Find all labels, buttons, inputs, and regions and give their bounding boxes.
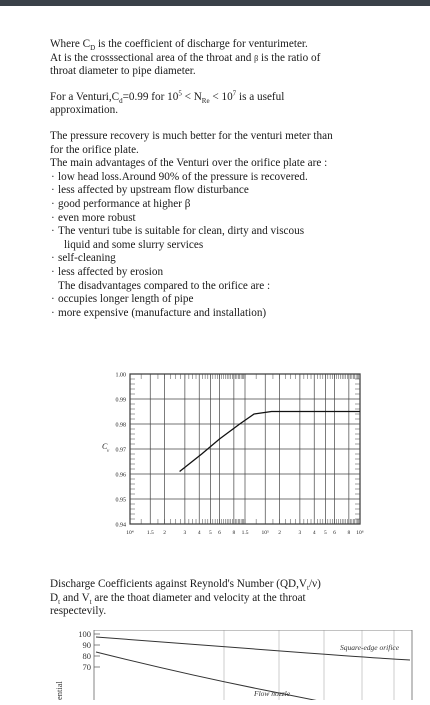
y-axis-label: C — [102, 442, 108, 451]
intro-line-2: At is the crosssectional area of the throat and β is the ratio of — [50, 51, 321, 64]
x-tick-label: 2 — [163, 530, 166, 536]
discharge-coefficient-chart — [90, 364, 380, 554]
recovery-line-1: The pressure recovery is much better for the venturi meter than — [50, 129, 333, 142]
x-tick-label: 3 — [183, 530, 187, 536]
list-item: · less affected by upstream flow disturbance — [51, 184, 249, 197]
list-item: · occupies longer length of pipe — [51, 293, 194, 306]
y-tick-label: 70 — [82, 662, 91, 672]
x-tick-label: 1.5 — [146, 530, 154, 536]
y-tick-label: 0.94 — [115, 522, 126, 529]
series-label: Square-edge orifice — [340, 643, 400, 652]
y-axis-label: ential — [54, 681, 64, 700]
approx-line-2: approximation. — [50, 104, 119, 117]
document-body — [50, 38, 380, 320]
list-item: · The venturi tube is suitable for clean, dirty and viscous liquid and some slurry services — [51, 225, 305, 251]
y-tick-label: 0.97 — [115, 447, 126, 454]
list-item: · even more robust — [51, 211, 136, 224]
series-label: Flow nozzle — [254, 689, 291, 698]
x-tick-label: 10⁶ — [356, 530, 364, 536]
x-tick-label: 8 — [347, 530, 351, 536]
y-tick-label: 0.96 — [115, 472, 126, 479]
figure-caption — [50, 578, 390, 619]
x-tick-label: 2 — [278, 530, 281, 536]
y-tick-label: 0.98 — [115, 422, 126, 429]
x-tick-label: 1.5 — [241, 530, 249, 536]
list-item: · low head loss.Around 90% of the pressure is recovered. — [51, 170, 308, 183]
recovery-line-2: for the orifice plate. — [50, 143, 139, 156]
disadvantages-list — [50, 293, 380, 320]
caption-line-2: $D_t$ and $V_t$ are the thoat diameter and velocity at the throat — [50, 591, 306, 606]
x-tick-label: 5 — [324, 530, 327, 536]
list-item: · less affected by erosion — [51, 265, 164, 278]
disadvantages-title: The disadvantages compared to the orifice are : — [58, 279, 271, 292]
list-item: · self-cleaning — [51, 252, 116, 265]
list-item: · more expensive (manufacture and installation) — [51, 306, 267, 319]
y-tick-label: 100 — [78, 630, 91, 639]
approx-line-1: For a $Venturi,C_d=0.99$ for $10^5 < N_{Re} < 10^7$ is a useful — [50, 89, 285, 106]
x-tick-label: 10⁴ — [126, 530, 134, 536]
y-tick-label: 80 — [82, 651, 91, 661]
x-tick-label: 5 — [209, 530, 212, 536]
x-tick-label: 8 — [232, 530, 236, 536]
x-tick-label: 6 — [218, 530, 221, 536]
advantages-list — [50, 171, 380, 280]
y-tick-label: 1.00 — [115, 372, 126, 379]
intro-line-1: Where $C_D$ is the coefficient of discharge for venturimeter. — [50, 38, 308, 53]
top-bar — [0, 0, 430, 6]
list-item: · good performance at higher β — [51, 197, 191, 210]
pressure-loss-chart — [50, 630, 430, 700]
cv-curve — [180, 412, 360, 472]
cv-chart-svg — [90, 364, 380, 554]
y-tick-label: 0.95 — [115, 497, 126, 504]
x-tick-label: 4 — [312, 530, 316, 536]
advantages-title: The main advantages of the Venturi over the orifice plate are : — [50, 157, 328, 170]
x-tick-label: 3 — [298, 530, 302, 536]
x-tick-label: 4 — [197, 530, 201, 536]
y-tick-label: 90 — [82, 640, 91, 650]
x-tick-label: 10⁵ — [261, 530, 269, 536]
caption-line-1: Discharge Coefficients against Reynold's Number $(QD,V_t/\nu)$ — [50, 578, 321, 593]
x-tick-label: 6 — [333, 530, 336, 536]
caption-line-3: respectevily. — [50, 605, 107, 618]
pressure-loss-chart-svg — [50, 630, 430, 700]
y-tick-label: 0.99 — [115, 397, 126, 404]
y-axis-label-sub: v — [107, 449, 110, 454]
intro-line-3: throat diameter to pipe diameter. — [50, 65, 196, 78]
